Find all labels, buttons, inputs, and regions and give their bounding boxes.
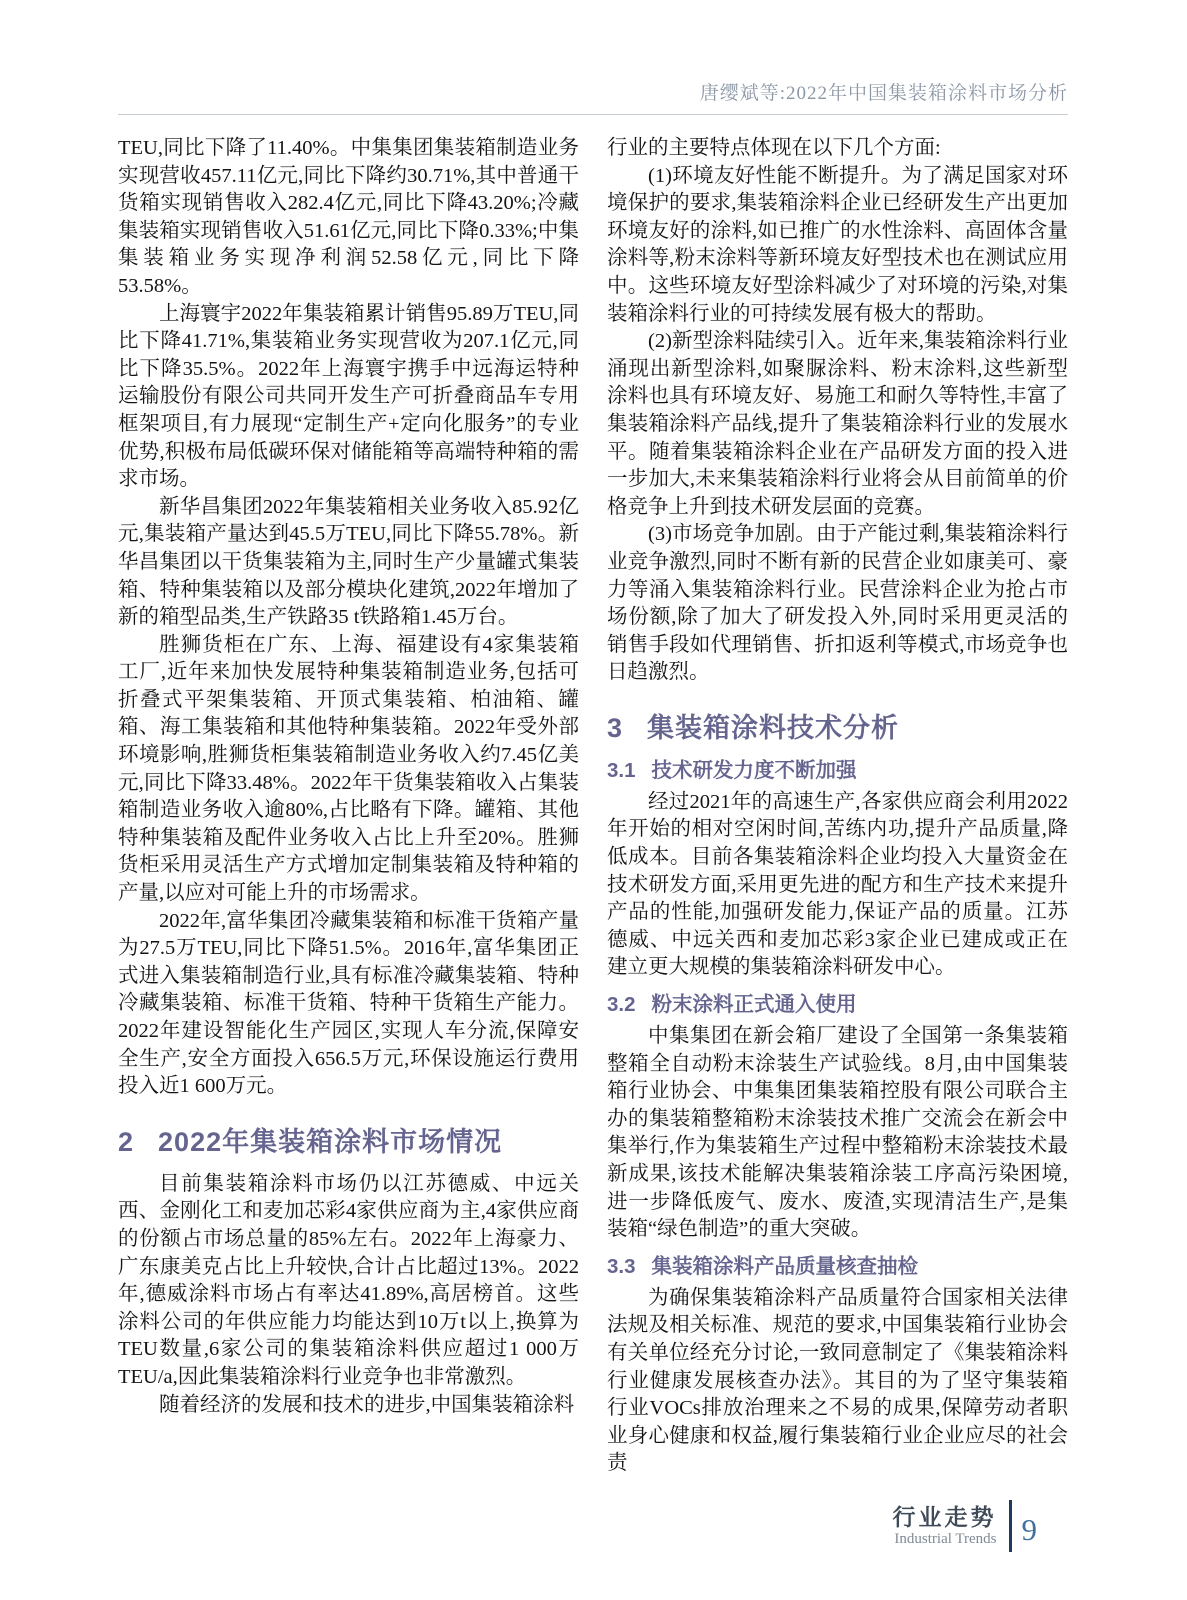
subsection-number: 3.1	[607, 758, 636, 782]
right-column	[607, 135, 1068, 1478]
paragraph: 经过2021年的高速生产,各家供应商会利用2022年开始的相对空闲时间,苦练内功,提升产品质量,降低成本。目前各集装箱涂料企业均投入大量资金在技术研发方面,采用更先进的配方和生产技术来提升产品的性能,加强研发能力,保证产品的质量。江苏德威、中远关西和麦加芯彩3家企业已建成或正在建立更大规模的集装箱涂料研发中心。	[607, 790, 1068, 979]
subsection-heading-rnd	[607, 757, 1068, 784]
page-content	[118, 0, 1068, 1478]
paragraph: 为确保集装箱涂料产品质量符合国家相关法律法规及相关标准、规范的要求,中国集装箱行业协会有关单位经充分讨论,一致同意制定了《集装箱涂料行业健康发展核查办法》。其目的为了坚守集装箱行业VOCs排放治理来之不易的成果,保障劳动者职业身心健康和权益,履行集装箱行业企业应尽的社会责	[607, 1286, 1068, 1475]
article-body	[118, 135, 1068, 1478]
section-heading-market	[118, 1125, 579, 1159]
subsection-heading-powder-coating	[607, 991, 1068, 1018]
section-number: 3	[607, 712, 624, 743]
paragraph: 目前集装箱涂料市场仍以江苏德威、中远关西、金刚化工和麦加芯彩4家供应商为主,4家供应商的份额占市场总量的85%左右。2022年上海豪力、广东康美克占比上升较快,合计占比超过13%。2022年,德威涂料市场占有率达41.89%,高居榜首。这些涂料公司的年供应能力均能达到10万t以上,换算为TEU数量,6家公司的集装箱涂料供应超过1 000万TEU/a,因此集装箱涂料行业竞争也非常激烈。	[118, 1172, 579, 1388]
footer-divider	[1009, 1500, 1012, 1552]
subsection-title: 技术研发力度不断加强	[651, 758, 857, 782]
paragraph: 胜狮货柜在广东、上海、福建设有4家集装箱工厂,近年来加快发展特种集装箱制造业务,包括可折叠式平架集装箱、开顶式集装箱、柏油箱、罐箱、海工集装箱和其他特种集装箱。2022年受外部环境影响,胜狮货柜集装箱制造业务收入约7.45亿美元,同比下降33.48%。2022年干货集装箱收入占集装箱制造业务收入逾80%,占比略有下降。罐箱、其他特种集装箱及配件业务收入占比上升至20%。胜狮货柜采用灵活生产方式增加定制集装箱及特种箱的产量,以应对可能上升的市场需求。	[118, 633, 579, 905]
subsection-number: 3.2	[607, 993, 636, 1017]
subsection-title: 集装箱涂料产品质量核查抽检	[651, 1254, 918, 1278]
subsection-heading-quality-check	[607, 1253, 1068, 1280]
paragraph: 中集集团在新会箱厂建设了全国第一条集装箱整箱全自动粉末涂装生产试验线。8月,由中国集装箱行业协会、中集集团集装箱控股有限公司联合主办的集装箱整箱粉末涂装技术推广交流会在新会中集举行,作为集装箱生产过程中整箱粉末涂装技术最新成果,该技术能解决集装箱涂装工序高污染困境,进一步降低废气、废水、废渣,实现清洁生产,是集装箱“绿色制造”的重大突破。	[607, 1025, 1068, 1241]
footer-section-label	[893, 1504, 997, 1548]
subsection-number: 3.3	[607, 1254, 636, 1278]
footer-label-cn: 行业走势	[892, 1504, 997, 1530]
section-title: 集装箱涂料技术分析	[647, 712, 900, 743]
paragraph: 2022年,富华集团冷藏集装箱和标准干货箱产量为27.5万TEU,同比下降51.5%。2016年,富华集团正式进入集装箱制造行业,具有标准冷藏集装箱、特种冷藏集装箱、标准干货箱、特种干货箱生产能力。2022年建设智能化生产园区,实现人车分流,保障安全生产,安全方面投入656.5万元,环保设施运行费用投入近1 600万元。	[118, 909, 579, 1098]
paragraph: 上海寰宇2022年集装箱累计销售95.89万TEU,同比下降41.71%,集装箱业务实现营收为207.1亿元,同比下降35.5%。2022年上海寰宇携手中远海运特种运输股份有限公司共同开发生产可折叠商品车专用框架项目,有力展现“定制生产+定向化服务”的专业优势,积极布局低碳环保对储能箱等高端特种箱的需求市场。	[118, 302, 579, 491]
paragraph: (1)环境友好性能不断提升。为了满足国家对环境保护的要求,集装箱涂料企业已经研发生产出更加环境友好的涂料,如已推广的水性涂料、高固体含量涂料等,粉末涂料等新环境友好型技术也在测试应用中。这些环境友好型涂料减少了对环境的污染,对集装箱涂料行业的可持续发展有极大的帮助。	[607, 164, 1068, 325]
running-title: 唐缨斌等:2022年中国集装箱涂料市场分析	[699, 83, 1068, 104]
section-title: 2022年集装箱涂料市场情况	[158, 1126, 503, 1157]
paragraph: 随着经济的发展和技术的进步,中国集装箱涂料	[159, 1393, 575, 1416]
paragraph: (3)市场竞争加剧。由于产能过剩,集装箱涂料行业竞争激烈,同时不断有新的民营企业如康美可、豪力等涌入集装箱涂料行业。民营涂料企业为抢占市场份额,除了加大了研发投入外,同时采用更灵活的销售手段如代理销售、折扣返利等模式,市场竞争也日趋激烈。	[607, 523, 1068, 684]
section-number: 2	[118, 1126, 135, 1157]
page-number: 9	[1021, 1512, 1037, 1547]
paragraph: 行业的主要特点体现在以下几个方面:	[607, 137, 941, 159]
paragraph: TEU,同比下降了11.40%。中集集团集装箱制造业务实现营收457.11亿元,同比下降约30.71%,其中普通干货箱实现销售收入282.4亿元,同比下降43.20%;冷藏集装箱实现销售收入51.61亿元,同比下降0.33%;中集集装箱业务实现净利润52.58亿元,同比下降53.58%。	[118, 137, 579, 297]
paragraph: 新华昌集团2022年集装箱相关业务收入85.92亿元,集装箱产量达到45.5万TEU,同比下降55.78%。新华昌集团以干货集装箱为主,同时生产少量罐式集装箱、特种集装箱以及部分模块化建筑,2022年增加了新的箱型品类,生产铁路35 t铁路箱1.45万台。	[118, 495, 579, 629]
footer-label-en: Industrial Trends	[894, 1531, 997, 1547]
running-header	[118, 0, 1068, 115]
paragraph: (2)新型涂料陆续引入。近年来,集装箱涂料行业涌现出新型涂料,如聚脲涂料、粉末涂料,这些新型涂料也具有环境友好、易施工和耐久等特性,丰富了集装箱涂料产品线,提升了集装箱涂料行业的发展水平。随着集装箱涂料企业在产品研发方面的投入进一步加大,未来集装箱涂料行业将会从目前简单的价格竞争上升到技术研发层面的竞赛。	[607, 330, 1068, 518]
subsection-title: 粉末涂料正式通入使用	[651, 993, 857, 1017]
left-column	[118, 135, 579, 1478]
section-heading-technology	[607, 711, 1068, 745]
page-footer	[893, 1500, 1038, 1552]
